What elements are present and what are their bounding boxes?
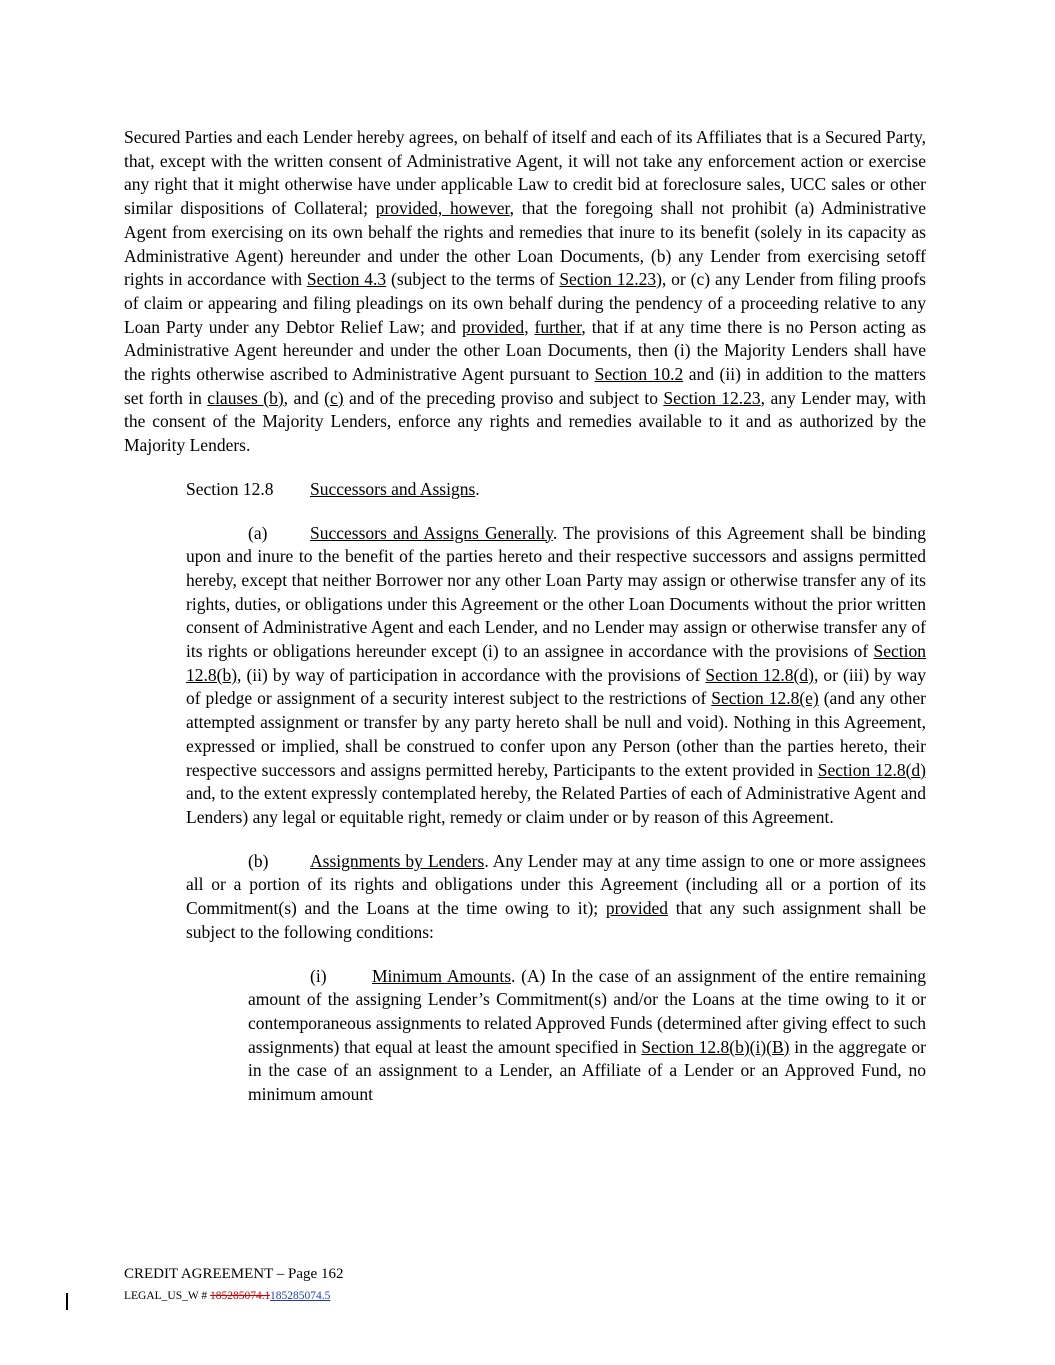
paragraph-a: (a) Successors and Assigns Generally. The provisions of this Agreement shall be binding upon and inure to the benefit of the parties hereto and their respective successors and assigns permitted hereby, except that neither Borrower nor any other Loan Party may assign or otherwise transfer any of its rights, duties, or obligations under this Agreement or the other Loan Documents without the prior written consent of Administrative Agent and each Lender, and no Lender may assign or otherwise transfer any of its rights or obligations hereunder except (i) to an assignee in accordance with the provisions of Section 12.8(b), (ii) by way of participation in accordance with the provisions of Section 12.8(d), or (iii) by way of pledge or assignment of a security interest subject to the restrictions of Section 12.8(e) (and any other attempted assignment or transfer by any party hereto shall be null and void). Nothing in this Agreement, expressed or implied, shall be construed to confer upon any Person (other than the parties hereto, their respective successors and assigns permitted hereby, Participants to the extent provided in Section 12.8(d) and, to the extent expressly contemplated hereby, the Related Parties of each of Administrative Agent and Lenders) any legal or equitable right, remedy or claim under or by reason of this Agreement. — [186, 522, 926, 827]
clause-ref-b: clauses (b) — [207, 387, 284, 408]
page-footer — [124, 1266, 343, 1302]
section-heading: Section 12.8 Successors and Assigns. — [124, 478, 926, 502]
footer-id-deleted: 185285074.1 — [210, 1290, 270, 1302]
paragraph-a-label: (a) — [248, 522, 268, 543]
section-ref-12-23: Section 12.23 — [559, 269, 657, 290]
paragraph-b: (b) Assignments by Lenders. Any Lender may at any time assign to one or more assignees all or a portion of its rights and obligations under this Agreement (including all or a portion of its Commitment(s) and the Loans at the time owing to it); provided that any such assignment shall be subject to the following conditions: — [186, 850, 926, 942]
section-ref-12-8-b-i-b: Section 12.8(b)(i)(B) — [641, 1036, 790, 1057]
section-title: Successors and Assigns — [310, 478, 476, 499]
document-body — [124, 126, 926, 1107]
section-ref-4-3: Section 4.3 — [306, 269, 387, 290]
paragraph-credit-bid: Secured Parties and each Lender hereby agrees, on behalf of itself and each of its Affiliates that is a Secured Party, that, except with the written consent of Administrative Agent, it will not take any enforcement action or exercise any right that it might otherwise have under applicable Law to credit bid at foreclosure sales, UCC sales or other similar dispositions of Collateral; provided, however, that the foregoing shall not prohibit (a) Administrative Agent from exercising on its own behalf the rights and remedies that inure to its benefit (solely in its capacity as Administrative Agent) hereunder and under the other Loan Documents, (b) any Lender from exercising setoff rights in accordance with Section 4.3 (subject to the terms of Section 12.23), or (c) any Lender from filing proofs of claim or appearing and filing pleadings on its own behalf during the pendency of a proceeding relative to any Loan Party under any Debtor Relief Law; and provided, further, that if at any time there is no Person acting as Administrative Agent hereunder and under the other Loan Documents, then (i) the Majority Lenders shall have the rights otherwise ascribed to Administrative Agent pursuant to Section 10.2 and (ii) in addition to the matters set forth in clauses (b), and (c) and of the preceding proviso and subject to Section 12.23, any Lender may, with the consent of the Majority Lenders, enforce any rights and remedies available to it and as authorized by the Majority Lenders. — [124, 127, 926, 456]
revision-change-bar — [66, 1293, 68, 1310]
term-provided-b: provided — [605, 898, 669, 919]
section-ref-12-23-second: Section 12.23 — [663, 387, 761, 408]
footer-id-inserted: 185285074.5 — [269, 1290, 331, 1302]
section-ref-12-8-e: Section 12.8(e) — [711, 688, 819, 709]
term-further: further — [534, 316, 582, 337]
clause-ref-c: (c) — [324, 387, 344, 408]
section-ref-12-8-b: Section 12.8(b) — [186, 641, 926, 685]
section-ref-12-8-d: Section 12.8(d) — [705, 664, 814, 685]
footer-title: CREDIT AGREEMENT – Page 162 — [124, 1266, 344, 1282]
term-provided: provided — [461, 316, 525, 337]
paragraph-b-i: (i) Minimum Amounts. (A) In the case of an assignment of the entire remaining amount of the assigning Lender’s Commitment(s) and/or the Loans at the time owing to it or contemporaneous assignments to related Approved Funds (determined after giving effect to such assignments) that equal at least the amount specified in Section 12.8(b)(i)(B) in the aggregate or in the case of an assignment to a Lender, an Affiliate of a Lender or an Approved Fund, no minimum amount — [248, 965, 926, 1105]
paragraph-i-label: (i) — [310, 965, 327, 986]
term-provided-however: provided, however — [375, 198, 510, 219]
section-number: Section 12.8 — [186, 478, 274, 499]
paragraph-i-heading: Minimum Amounts — [372, 965, 512, 986]
paragraph-b-heading: Assignments by Lenders — [310, 850, 485, 871]
paragraph-a-heading: Successors and Assigns Generally — [310, 522, 553, 543]
section-ref-12-8-d-second: Section 12.8(d) — [817, 759, 926, 780]
footer-document-id: LEGAL_US_W # 185285074.1185285074.5 — [124, 1290, 331, 1302]
section-ref-10-2: Section 10.2 — [594, 364, 684, 385]
paragraph-b-label: (b) — [248, 850, 269, 871]
